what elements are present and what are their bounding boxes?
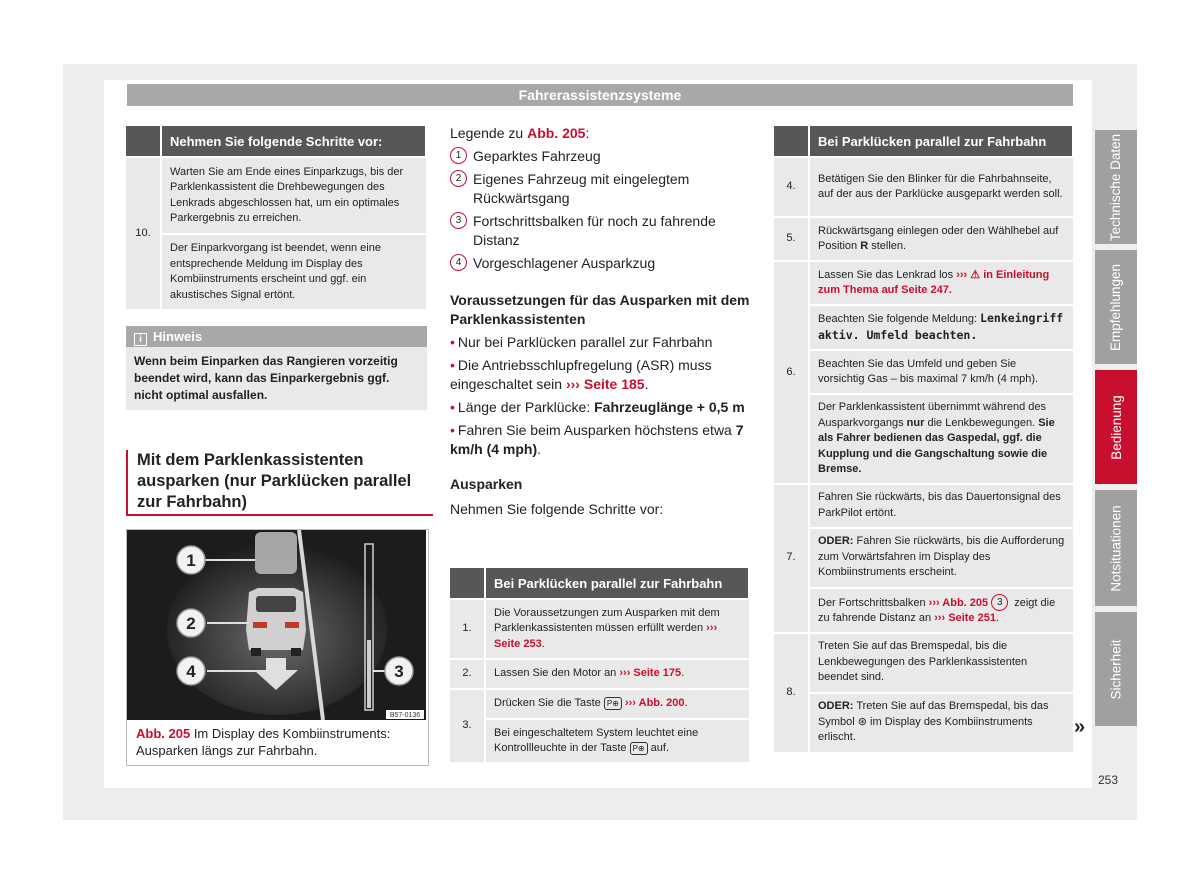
step-text: Betätigen Sie den Blinker für die Fahrbahnseite, auf der aus der Parklücke ausgeparkt werden soll. xyxy=(809,157,1073,217)
figure-ref-link[interactable]: ››› Abb. 200 xyxy=(624,697,685,710)
legend-item: 4 Vorgeschlagener Ausparkzug xyxy=(450,254,755,273)
own-car-shape xyxy=(246,588,306,656)
marker-1 xyxy=(177,546,205,574)
tab-sicherheit[interactable]: Sicherheit xyxy=(1095,612,1137,726)
ausparken-title: Ausparken xyxy=(450,476,523,492)
table-corner xyxy=(450,568,485,599)
chapter-header: Fahrerassistenzsysteme xyxy=(127,84,1073,106)
page-ref-link[interactable]: ››› Seite 253 xyxy=(494,622,718,650)
parked-car-shape xyxy=(255,532,297,574)
hinweis-box xyxy=(126,326,427,410)
legend-item: 3 Fortschrittsbalken für noch zu fahrende Distanz xyxy=(450,212,755,250)
table-header: Bei Parklücken parallel zur Fahrbahn xyxy=(809,126,1073,157)
continue-mark: » xyxy=(1074,716,1086,738)
step-text: Warten Sie am Ende eines Einparkzugs, bis der Parklenkassistent die Drehbewegungen des Lenkrads abgeschlossen hat, um ein optimales Parkergebnis zu erreichen. xyxy=(161,157,426,234)
step-text: Lassen Sie den Motor an ››› Seite 175. xyxy=(485,659,749,689)
step-text: Lassen Sie das Lenkrad los ››› ⚠ in Einleitung zum Thema auf Seite 247. xyxy=(809,261,1073,305)
tab-empfehlungen[interactable]: Empfehlungen xyxy=(1095,250,1137,364)
info-icon: i xyxy=(134,333,147,346)
step-number: 4. xyxy=(774,157,809,217)
svg-text:2: 2 xyxy=(186,614,196,633)
table-header: Nehmen Sie folgende Schritte vor: xyxy=(161,126,426,157)
right-steps-table xyxy=(774,126,1074,752)
legend-marker: 1 xyxy=(450,147,467,164)
requirement-item: • Fahren Sie beim Ausparken höchstens etwa 7 km/h (4 mph). xyxy=(450,422,744,457)
page-ref-link[interactable]: ››› Seite 185 xyxy=(565,376,645,392)
step-text: Bei eingeschaltetem System leuchtet eine Kontrollleuchte in der Taste P⊕ auf. xyxy=(485,719,749,762)
legend-marker: 2 xyxy=(450,170,467,187)
step-text: Beachten Sie folgende Meldung: Lenkeingriff aktiv. Umfeld beachten. xyxy=(809,305,1073,350)
step-text: Der Parklenkassistent übernimmt während des Ausparkvorgangs nur die Lenkbewegungen. Sie als Fahrer bedienen das Gaspedal, ggf. die Kupplung und die Gangschaltung sowie die Bremse. xyxy=(809,394,1073,484)
table-corner xyxy=(126,126,161,157)
svg-text:4: 4 xyxy=(186,662,196,681)
left-steps-table xyxy=(126,126,427,309)
tab-notsituationen[interactable]: Notsituationen xyxy=(1095,490,1137,606)
step-text: Drücken Sie die Taste P⊕ ››› Abb. 200. xyxy=(485,689,749,719)
ausparken-intro: Nehmen Sie folgende Schritte vor: xyxy=(450,501,664,517)
parking-display-illustration xyxy=(127,530,426,720)
page-ref-link[interactable]: ››› Seite 251 xyxy=(934,612,996,624)
requirement-item: • Länge der Parklücke: Fahrzeuglänge + 0,5 m xyxy=(450,399,745,415)
middle-column xyxy=(450,124,755,519)
legend-marker: 3 xyxy=(450,212,467,229)
marker-3 xyxy=(385,657,413,685)
step-text: Die Voraussetzungen zum Ausparken mit dem Parklenkassistenten müssen erfüllt werden ››› Seite 253. xyxy=(485,599,749,659)
figure-ref-link[interactable]: Abb. 205 xyxy=(527,125,586,141)
step-number: 3. xyxy=(450,689,485,762)
step-text: Der Fortschrittsbalken ››› Abb. 205 3 zeigt die zu fahrende Distanz an ››› Seite 251. xyxy=(809,588,1073,633)
figure-caption: Abb. 205 Im Display des Kombiinstruments: Ausparken längs zur Fahrbahn. xyxy=(136,726,391,758)
step-number: 2. xyxy=(450,659,485,689)
step-text: Fahren Sie rückwärts, bis das Dauertonsignal des ParkPilot ertönt. xyxy=(809,484,1073,528)
park-assist-key-icon: P⊕ xyxy=(630,742,648,755)
warning-triangle-icon: ⚠ xyxy=(970,268,981,281)
hinweis-text: Wenn beim Einparken das Rangieren vorzeitig beendet wird, kann das Einparkergebnis ggf. nicht optimal ausfallen. xyxy=(134,354,398,402)
marker-2 xyxy=(177,609,205,637)
figure-205 xyxy=(126,529,429,766)
step-text: Treten Sie auf das Bremspedal, bis die Lenkbewegungen des Parklenkassistenten beendet sind. xyxy=(809,633,1073,693)
page-ref-link[interactable]: ››› Seite 175 xyxy=(619,667,682,680)
section-title: Mit dem Parklenkassistenten ausparken (nur Parklücken parallel zur Fahrbahn) xyxy=(126,450,433,516)
steering-symbol-icon: ⊛ xyxy=(857,715,867,728)
step-text: Der Einparkvorgang ist beendet, wenn eine entsprechende Meldung im Display des Kombiinstruments erscheint und ggf. ein akustisches Signal ertönt. xyxy=(161,234,426,309)
step-number: 1. xyxy=(450,599,485,659)
step-text: ODER: Treten Sie auf das Bremspedal, bis das Symbol ⊛ im Display des Kombiinstruments erlischt. xyxy=(809,693,1073,752)
legend-item: 2 Eigenes Fahrzeug mit eingelegtem Rückwärtsgang xyxy=(450,170,755,208)
requirement-item: • Die Antriebsschlupfregelung (ASR) muss eingeschaltet sein ››› Seite 185. xyxy=(450,357,712,392)
step-number: 7. xyxy=(774,484,809,633)
park-assist-key-icon: P⊕ xyxy=(604,697,622,710)
legend-marker: 4 xyxy=(450,254,467,271)
middle-steps-table xyxy=(450,568,750,762)
figure-ref-link[interactable]: ››› Abb. 205 xyxy=(928,596,989,609)
step-number: 8. xyxy=(774,633,809,752)
step-number: 5. xyxy=(774,217,809,261)
step-text: Rückwärtsgang einlegen oder den Wählhebel auf Position R stellen. xyxy=(809,217,1073,261)
step-text: Beachten Sie das Umfeld und geben Sie vorsichtig Gas – bis maximal 7 km/h (4 mph). xyxy=(809,350,1073,394)
page-number: 253 xyxy=(1098,773,1119,787)
legend-intro: Legende zu Abb. 205: xyxy=(450,125,590,141)
step-number: 10. xyxy=(126,157,161,309)
legend-marker: 3 xyxy=(991,594,1008,611)
svg-text:1: 1 xyxy=(186,551,196,570)
requirements-title: Voraussetzungen für das Ausparken mit dem Parklenkassistenten xyxy=(450,292,750,327)
step-number: 6. xyxy=(774,261,809,484)
figure-code: B57-0136 xyxy=(389,712,421,719)
table-header: Bei Parklücken parallel zur Fahrbahn xyxy=(485,568,749,599)
step-text: ODER: Fahren Sie rückwärts, bis die Aufforderung zum Vorwärtsfahren im Display des Kombiinstruments erscheint. xyxy=(809,528,1073,588)
tab-technische-daten[interactable]: Technische Daten xyxy=(1095,130,1137,244)
legend-item: 1 Geparktes Fahrzeug xyxy=(450,147,755,166)
progress-bar-fill xyxy=(367,640,371,708)
table-corner xyxy=(774,126,809,157)
tab-bedienung[interactable]: Bedienung xyxy=(1095,370,1137,484)
warning-ref-link[interactable]: ››› ⚠ in Einleitung zum Thema auf Seite 247. xyxy=(818,268,1050,296)
requirement-item: • Nur bei Parklücken parallel zur Fahrbahn xyxy=(450,334,713,350)
hinweis-header: i Hinweis xyxy=(126,326,427,347)
marker-4 xyxy=(177,657,205,685)
svg-text:3: 3 xyxy=(394,662,404,681)
